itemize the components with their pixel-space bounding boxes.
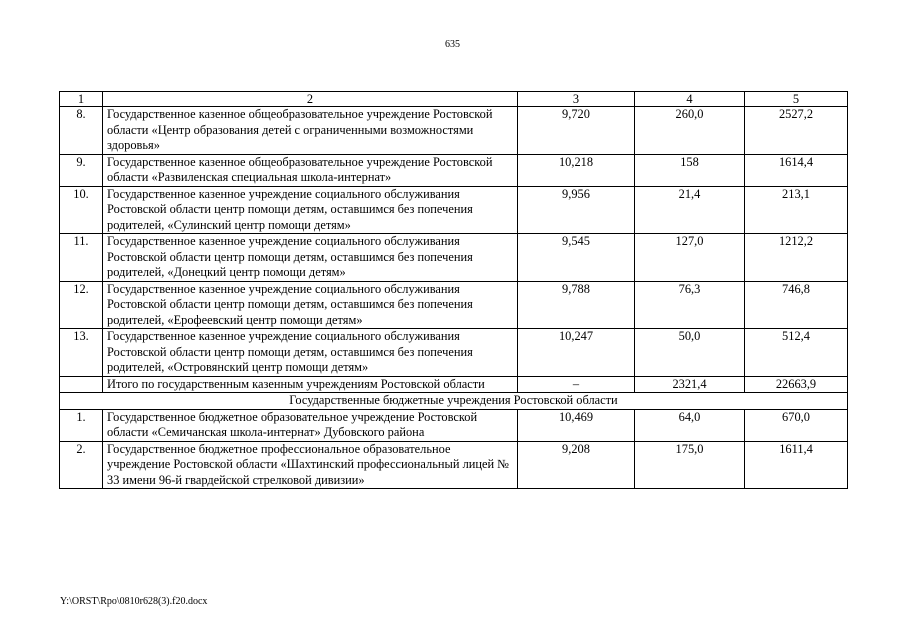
row-number: 13.	[60, 329, 103, 377]
value-col-3: 10,218	[518, 154, 635, 186]
value-col-5: 1611,4	[745, 441, 848, 489]
value-col-5: 1614,4	[745, 154, 848, 186]
value-col-4: 21,4	[635, 186, 745, 234]
institution-name: Государственное казенное учреждение социального обслуживания Ростовской области центр помощи детям, оставшимся без попечения родителей, «Островянский центр помощи детям»	[103, 329, 518, 377]
value-col-4: 64,0	[635, 409, 745, 441]
row-number: 9.	[60, 154, 103, 186]
value-col-3: 9,545	[518, 234, 635, 282]
section-title: Государственные бюджетные учреждения Ростовской области	[60, 393, 848, 410]
table-row	[60, 329, 848, 377]
row-number	[60, 376, 103, 393]
row-number: 1.	[60, 409, 103, 441]
total-col-4: 2321,4	[635, 376, 745, 393]
value-col-5: 213,1	[745, 186, 848, 234]
institution-name: Государственное бюджетное образовательное учреждение Ростовской области «Семичанская школа-интернат» Дубовского района	[103, 409, 518, 441]
value-col-5: 670,0	[745, 409, 848, 441]
institution-name: Государственное бюджетное профессиональное образовательное учреждение Ростовской области «Шахтинский профессиональный лицей № 33 имени 96-й гвардейской стрелковой дивизии»	[103, 441, 518, 489]
row-number: 10.	[60, 186, 103, 234]
header-col-2: 2	[103, 92, 518, 107]
table-body	[60, 92, 848, 489]
value-col-3: 10,469	[518, 409, 635, 441]
row-number: 11.	[60, 234, 103, 282]
value-col-5: 2527,2	[745, 107, 848, 155]
table-row	[60, 107, 848, 155]
institution-name: Государственное казенное учреждение социального обслуживания Ростовской области центр помощи детям, оставшимся без попечения родителей, «Ерофеевский центр помощи детям»	[103, 281, 518, 329]
page-number: 635	[445, 39, 460, 50]
row-number: 2.	[60, 441, 103, 489]
value-col-4: 127,0	[635, 234, 745, 282]
value-col-5: 746,8	[745, 281, 848, 329]
table-row	[60, 281, 848, 329]
header-col-4: 4	[635, 92, 745, 107]
institution-name: Государственное казенное учреждение социального обслуживания Ростовской области центр помощи детям, оставшимся без попечения родителей, «Донецкий центр помощи детям»	[103, 234, 518, 282]
table-row	[60, 441, 848, 489]
value-col-5: 512,4	[745, 329, 848, 377]
value-col-3: 9,788	[518, 281, 635, 329]
value-col-3: 9,956	[518, 186, 635, 234]
table-row	[60, 154, 848, 186]
total-col-3: –	[518, 376, 635, 393]
table-header-row	[60, 92, 848, 107]
value-col-3: 9,720	[518, 107, 635, 155]
institution-name: Государственное казенное общеобразовательное учреждение Ростовской области «Центр образования детей с ограниченными возможностями здоровья»	[103, 107, 518, 155]
value-col-4: 260,0	[635, 107, 745, 155]
institutions-table	[59, 91, 848, 489]
institution-name: Государственное казенное учреждение социального обслуживания Ростовской области центр помощи детям, оставшимся без попечения родителей, «Сулинский центр помощи детям»	[103, 186, 518, 234]
value-col-3: 9,208	[518, 441, 635, 489]
institution-name: Государственное казенное общеобразовательное учреждение Ростовской области «Развиленская специальная школа-интернат»	[103, 154, 518, 186]
row-number: 12.	[60, 281, 103, 329]
file-path-footer: Y:\ORST\Rpo\0810r628(3).f20.docx	[60, 596, 208, 607]
table-row	[60, 409, 848, 441]
value-col-3: 10,247	[518, 329, 635, 377]
value-col-5: 1212,2	[745, 234, 848, 282]
table-row	[60, 186, 848, 234]
total-col-5: 22663,9	[745, 376, 848, 393]
section-header-row	[60, 393, 848, 410]
header-col-3: 3	[518, 92, 635, 107]
value-col-4: 50,0	[635, 329, 745, 377]
row-number: 8.	[60, 107, 103, 155]
value-col-4: 175,0	[635, 441, 745, 489]
value-col-4: 158	[635, 154, 745, 186]
total-row	[60, 376, 848, 393]
header-col-5: 5	[745, 92, 848, 107]
header-col-1: 1	[60, 92, 103, 107]
value-col-4: 76,3	[635, 281, 745, 329]
total-label: Итого по государственным казенным учреждениям Ростовской области	[103, 376, 518, 393]
table-row	[60, 234, 848, 282]
